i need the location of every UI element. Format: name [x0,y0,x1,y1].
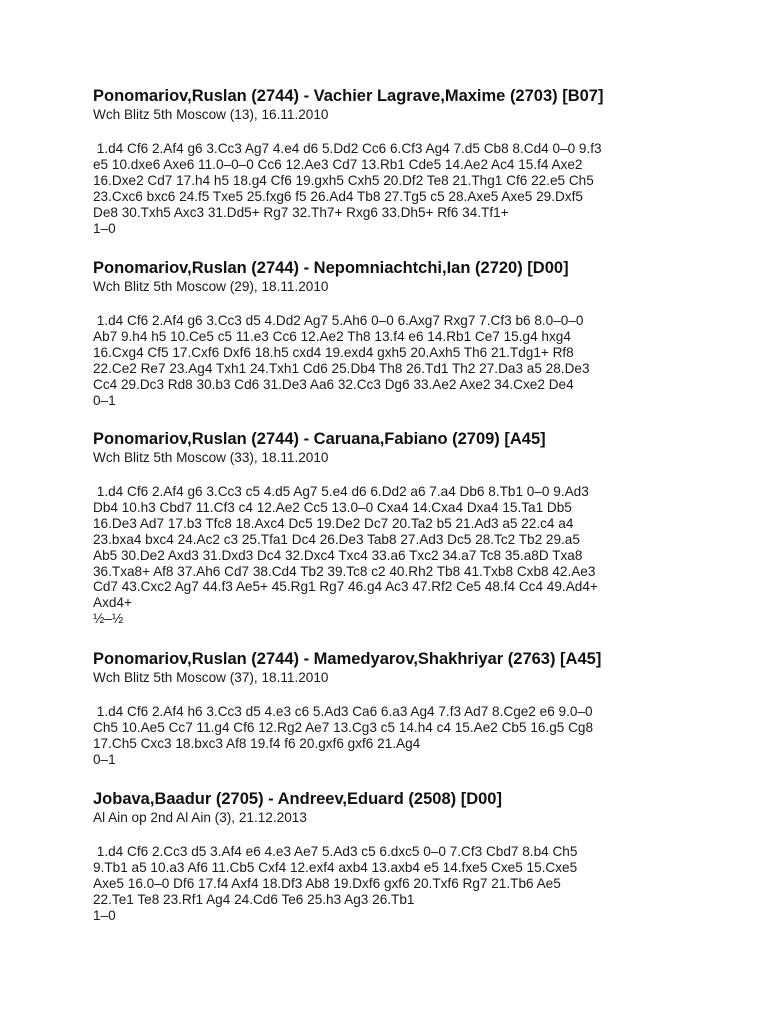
move-line: 1.d4 Cf6 2.Cc3 d5 3.Af4 e6 4.e3 Ae7 5.Ad3 c5 6.dxc5 0–0 7.Cf3 Cbd7 8.b4 Ch5 [93,844,578,859]
game-record [93,790,683,924]
move-line: 17.Ch5 Cxc3 18.bxc3 Af8 19.f4 f6 20.gxf6 gxf6 21.Ag4 [93,735,421,751]
move-line: Axe5 16.0–0 Df6 17.f4 Axf4 18.Df3 Ab8 19.Dxf6 gxf6 20.Txf6 Rg7 21.Tb6 Ae5 [93,875,561,891]
move-line: Ab5 30.De2 Axd3 31.Dxd3 Dc4 32.Dxc4 Txc4 33.a6 Txc2 34.a7 Tc8 35.a8D Txa8 [93,547,583,563]
game-moves [93,141,683,221]
move-line: De8 30.Txh5 Axc3 31.Dd5+ Rg7 32.Th7+ Rxg6 33.Dh5+ Rf6 34.Tf1+ [93,204,509,220]
move-line: 16.De3 Ad7 17.b3 Tfc8 18.Axc4 Dc5 19.De2 Dc7 20.Ta2 b5 21.Ad3 a5 22.c4 a4 [93,515,574,531]
move-line: 23.bxa4 bxc4 24.Ac2 c3 25.Tfa1 Dc4 26.De3 Tab8 27.Ad3 Dc5 28.Tc2 Tb2 29.a5 [93,531,580,547]
game-event: Al Ain op 2nd Al Ain (3), 21.12.2013 [93,810,307,825]
game-title: Ponomariov,Ruslan (2744) - Mamedyarov,Shakhriyar (2763) [A45] [93,650,602,668]
game-result: 0–1 [93,751,116,767]
game-title: Ponomariov,Ruslan (2744) - Caruana,Fabiano (2709) [A45] [93,430,546,448]
move-line: Cd7 43.Cxc2 Ag7 44.f3 Ae5+ 45.Rg1 Rg7 46.g4 Ac3 47.Rf2 Ce5 48.f4 Cc4 49.Ad4+ [93,579,598,595]
move-line: Cc4 29.Dc3 Rd8 30.b3 Cd6 31.De3 Aa6 32.Cc3 Dg6 33.Ae2 Axe2 34.Cxe2 De4 [93,376,574,392]
move-line: 23.Cxc6 bxc6 24.f5 Txe5 25.fxg6 f5 26.Ad4 Tb8 27.Tg5 c5 28.Axe5 Axe5 29.Dxf5 [93,188,583,204]
game-event: Wch Blitz 5th Moscow (33), 18.11.2010 [93,450,329,465]
move-line: Ch5 10.Ae5 Cc7 11.g4 Cf6 12.Rg2 Ae7 13.Cg3 c5 14.h4 c4 15.Ae2 Cb5 16.g5 Cg8 [93,719,594,735]
game-result: 1–0 [93,220,116,236]
move-line: 16.Dxe2 Cd7 17.h4 h5 18.g4 Cf6 19.gxh5 Cxh5 20.Df2 Te8 21.Thg1 Cf6 22.e5 Ch5 [93,172,594,188]
game-moves [93,313,683,393]
move-line: Axd4+ [93,595,132,611]
game-result: 1–0 [93,907,116,923]
move-line: 22.Ce2 Re7 23.Ag4 Txh1 24.Txh1 Cd6 25.Db4 Th8 26.Td1 Th2 27.Da3 a5 28.De3 [93,360,590,376]
move-line: 36.Txa8+ Af8 37.Ah6 Cd7 38.Cd4 Tb2 39.Tc8 c2 40.Rh2 Tb8 41.Txb8 Cxb8 42.Ae3 [93,563,596,579]
game-record [93,259,683,408]
game-moves [93,844,683,908]
move-line: 9.Tb1 a5 10.a3 Af6 11.Cb5 Cxf4 12.exf4 axb4 13.axb4 e5 14.fxe5 Cxe5 15.Cxe5 [93,859,578,875]
move-line: 1.d4 Cf6 2.Af4 g6 3.Cc3 c5 4.d5 Ag7 5.e4 d6 6.Dd2 a6 7.a4 Db6 8.Tb1 0–0 9.Ad3 [93,484,589,499]
move-line: 16.Cxg4 Cf5 17.Cxf6 Dxf6 18.h5 cxd4 19.exd4 gxh5 20.Axh5 Th6 21.Tdg1+ Rf8 [93,344,574,360]
move-line: Db4 10.h3 Cbd7 11.Cf3 c4 12.Ae2 Cc5 13.0–0 Cxa4 14.Cxa4 Dxa4 15.Ta1 Db5 [93,499,572,515]
move-line: 1.d4 Cf6 2.Af4 h6 3.Cc3 d5 4.e3 c6 5.Ad3 Ca6 6.a3 Ag4 7.f3 Ad7 8.Cge2 e6 9.0–0 [93,704,593,719]
game-moves [93,704,683,752]
move-line: Ab7 9.h4 h5 10.Ce5 c5 11.e3 Cc6 12.Ae2 Th8 13.f4 e6 14.Rb1 Ce7 15.g4 hxg4 [93,328,571,344]
game-result: 0–1 [93,392,116,408]
game-event: Wch Blitz 5th Moscow (37), 18.11.2010 [93,670,329,685]
game-moves [93,484,683,611]
move-line: e5 10.dxe6 Axe6 11.0–0–0 Cc6 12.Ae3 Cd7 13.Rb1 Cde5 14.Ae2 Ac4 15.f4 Axe2 [93,156,583,172]
game-record [93,87,683,236]
game-title: Ponomariov,Ruslan (2744) - Vachier Lagrave,Maxime (2703) [B07] [93,87,604,105]
move-line: 1.d4 Cf6 2.Af4 g6 3.Cc3 Ag7 4.e4 d6 5.Dd2 Cc6 6.Cf3 Ag4 7.d5 Cb8 8.Cd4 0–0 9.f3 [93,141,602,156]
game-record [93,650,683,768]
game-title: Ponomariov,Ruslan (2744) - Nepomniachtchi,Ian (2720) [D00] [93,259,569,277]
game-event: Wch Blitz 5th Moscow (29), 18.11.2010 [93,279,329,294]
game-record [93,430,683,627]
game-event: Wch Blitz 5th Moscow (13), 16.11.2010 [93,107,329,122]
move-line: 22.Te1 Te8 23.Rf1 Ag4 24.Cd6 Te6 25.h3 Ag3 26.Tb1 [93,891,415,907]
move-line: 1.d4 Cf6 2.Af4 g6 3.Cc3 d5 4.Dd2 Ag7 5.Ah6 0–0 6.Axg7 Rxg7 7.Cf3 b6 8.0–0–0 [93,313,584,328]
game-result: ½–½ [93,611,124,627]
game-title: Jobava,Baadur (2705) - Andreev,Eduard (2508) [D00] [93,790,502,808]
